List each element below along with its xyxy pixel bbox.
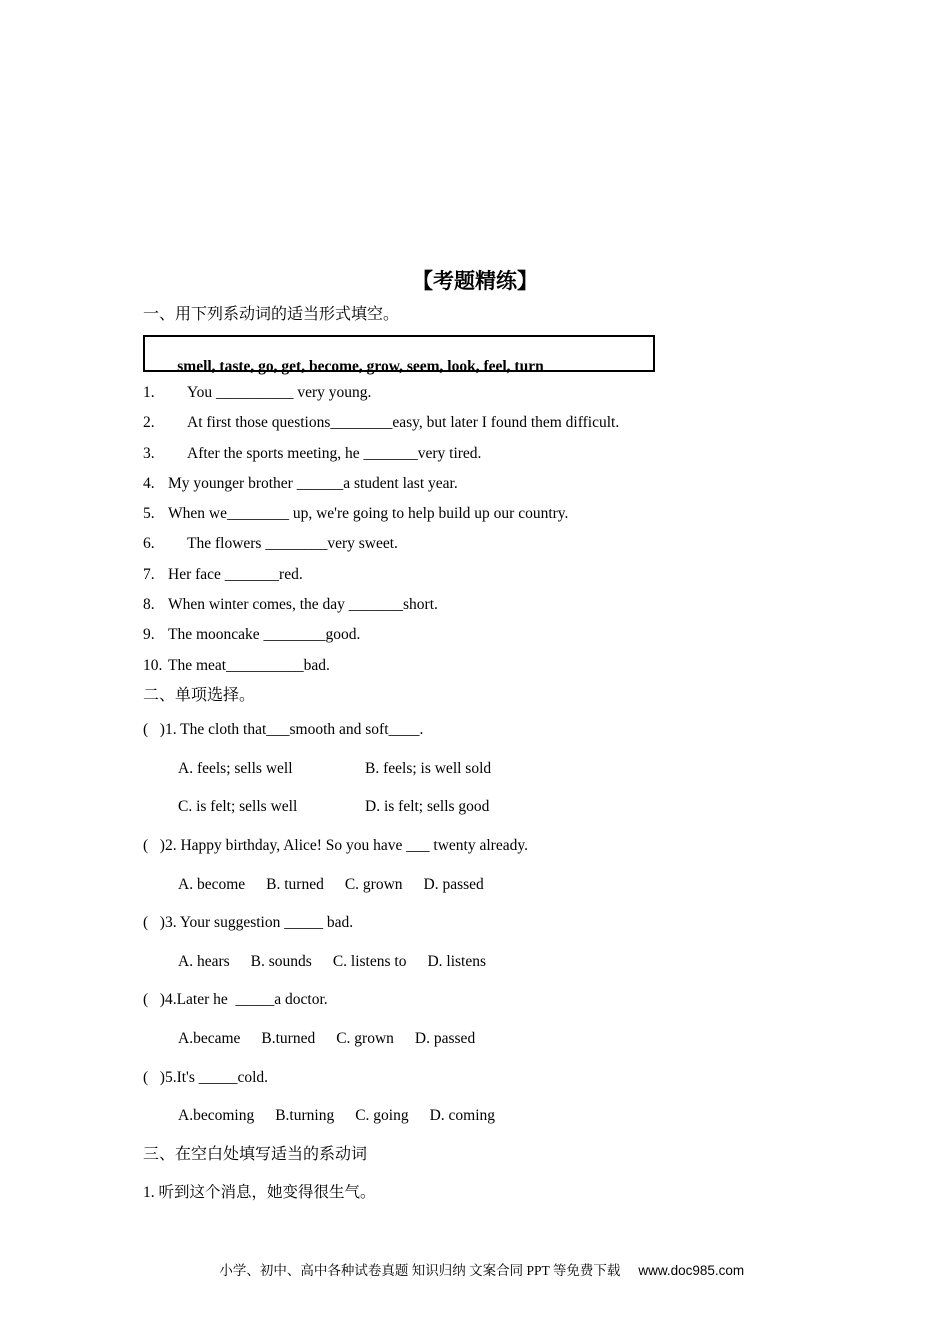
option-item: A.became	[178, 1030, 241, 1048]
word-bank-box	[143, 335, 655, 375]
item-number: 7.	[143, 565, 155, 583]
section-1-heading: 一、用下列系动词的适当形式填空。	[143, 306, 400, 323]
option-row	[143, 1020, 843, 1059]
choice-question	[143, 1059, 843, 1136]
item-text: The flowers ________very sweet.	[187, 535, 398, 553]
choice-question	[143, 981, 843, 1058]
option-row	[143, 750, 843, 789]
option-item: D. passed	[414, 1030, 476, 1048]
option-item: B. turned	[266, 875, 324, 893]
page-content	[143, 304, 843, 1213]
item-text: When we________ up, we're going to help build up our country.	[168, 505, 569, 523]
option-item: C. grown	[336, 1030, 394, 1048]
item-text: The mooncake ________good.	[168, 626, 361, 644]
translation-item: 1. 听到这个消息，她变得很生气。	[143, 1184, 376, 1202]
question-stem: ( )1. The cloth that___smooth and soft____.	[143, 721, 424, 739]
fill-blank-item	[143, 590, 843, 620]
item-number: 8.	[143, 596, 155, 614]
option-item: B.turned	[261, 1030, 316, 1048]
item-number: 6.	[143, 535, 155, 553]
question-stem: ( )4.Later he _____a doctor.	[143, 991, 328, 1009]
item-text: After the sports meeting, he _______very tired.	[187, 444, 482, 462]
option-row	[143, 866, 843, 905]
item-number: 5.	[143, 505, 155, 523]
item-text: You __________ very young.	[187, 384, 372, 401]
option-item: C. grown	[344, 875, 403, 893]
option-row	[143, 1097, 843, 1136]
option-row	[143, 943, 843, 982]
question-stem: ( )5.It's _____cold.	[143, 1068, 269, 1086]
option-item: C. is felt; sells well	[178, 798, 298, 816]
item-number: 4.	[143, 474, 155, 492]
section-2-questions	[143, 711, 843, 1136]
item-text: When winter comes, the day _______short.	[168, 596, 438, 614]
item-number: 2.	[143, 414, 155, 432]
page-title: 【考题精练】	[412, 270, 538, 293]
item-text: My younger brother ______a student last year.	[168, 474, 458, 492]
item-text: Her face _______red.	[168, 565, 303, 583]
option-row	[143, 788, 843, 827]
option-item: C. going	[355, 1107, 409, 1125]
option-item: D. passed	[423, 875, 484, 893]
fill-blank-item	[143, 560, 843, 590]
footer-text: 小学、初中、高中各种试卷真题 知识归纳 文案合同 PPT 等免费下载	[219, 1263, 621, 1278]
option-item: B.turning	[275, 1107, 335, 1125]
option-item: D. listens	[427, 952, 487, 970]
option-item: B. sounds	[250, 952, 312, 970]
fill-blank-item	[143, 529, 843, 559]
option-item: A. hears	[178, 952, 230, 970]
section-1-items	[143, 378, 843, 681]
fill-blank-item	[143, 620, 843, 650]
section-2-heading: 二、单项选择。	[143, 686, 256, 704]
fill-blank-item	[143, 439, 843, 469]
item-number: 10.	[143, 656, 163, 674]
section-3-heading: 三、在空白处填写适当的系动词	[143, 1145, 368, 1163]
option-item: C. listens to	[332, 952, 407, 970]
question-stem: ( )2. Happy birthday, Alice! So you have ___ twenty already.	[143, 837, 528, 855]
item-number: 3.	[143, 444, 155, 462]
page-footer	[0, 1243, 950, 1295]
item-text: At first those questions________easy, but later I found them difficult.	[187, 414, 620, 432]
question-stem: ( )3. Your suggestion _____ bad.	[143, 914, 354, 932]
choice-question	[143, 827, 843, 904]
fill-blank-item	[143, 469, 843, 499]
option-item: B. feels; is well sold	[365, 759, 492, 777]
item-number: 9.	[143, 626, 155, 644]
footer-url: www.doc985.com	[638, 1263, 745, 1278]
choice-question	[143, 904, 843, 981]
option-item: A. become	[178, 875, 246, 893]
fill-blank-item	[143, 378, 843, 408]
fill-blank-item	[143, 651, 843, 681]
item-text: The meat__________bad.	[168, 656, 330, 674]
word-bank-text: smell, taste, go, get, become, grow, seem, look, feel, turn	[177, 358, 544, 375]
option-item: A. feels; sells well	[178, 759, 293, 777]
fill-blank-item	[143, 408, 843, 438]
item-number: 1.	[143, 384, 155, 401]
option-item: A.becoming	[178, 1107, 255, 1125]
fill-blank-item	[143, 499, 843, 529]
option-item: D. is felt; sells good	[365, 798, 490, 816]
option-item: D. coming	[429, 1107, 496, 1125]
choice-question	[143, 711, 843, 827]
